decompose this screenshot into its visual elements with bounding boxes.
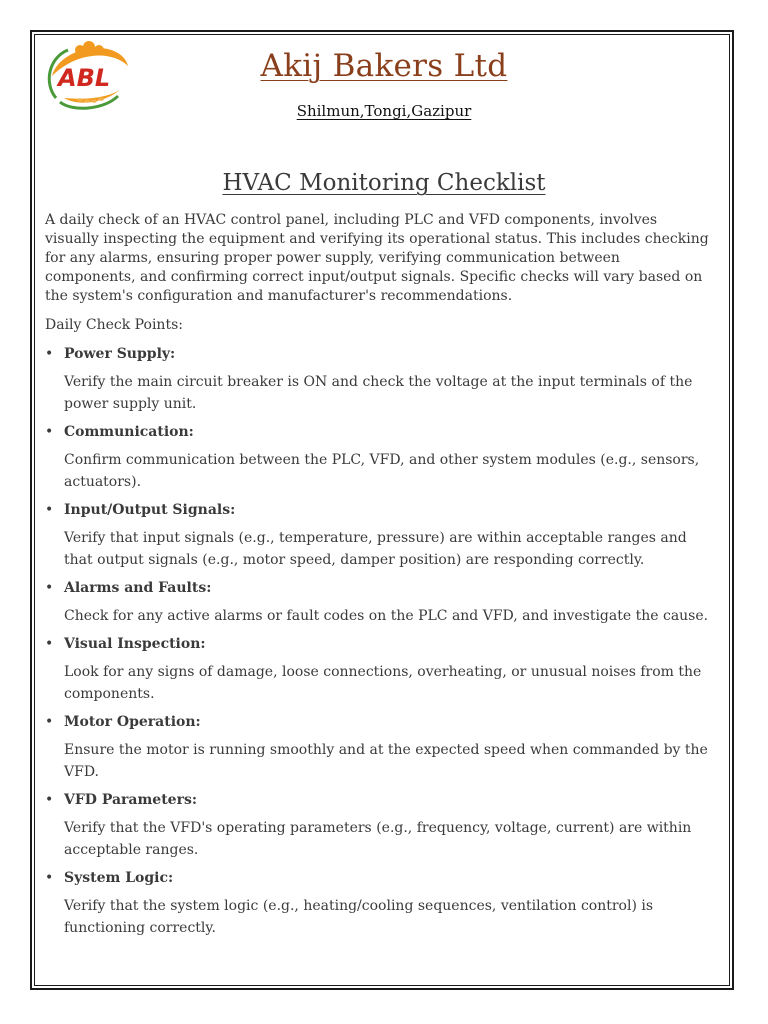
checkpoint-item	[45, 421, 713, 493]
bullet-icon: •	[45, 346, 54, 362]
checkpoint-description: Confirm communication between the PLC, VFD, and other system modules (e.g., sensors, actuators).	[64, 452, 700, 490]
checkpoint-item	[45, 633, 713, 705]
checkpoint-description: Check for any active alarms or fault codes on the PLC and VFD, and investigate the cause.	[64, 608, 709, 624]
document-title: HVAC Monitoring Checklist	[222, 170, 546, 196]
checkpoint-title: Power Supply:	[64, 346, 176, 362]
checkpoint-title: Input/Output Signals:	[64, 502, 236, 518]
checkpoint-item	[45, 343, 713, 415]
checkpoint-title: Communication:	[64, 424, 194, 440]
checkpoint-title: System Logic:	[64, 870, 174, 886]
bullet-icon: •	[45, 870, 54, 886]
checkpoint-title: Alarms and Faults:	[64, 580, 212, 596]
checkpoint-description: Verify the main circuit breaker is ON and check the voltage at the input terminals of the power supply unit.	[64, 374, 693, 412]
checkpoint-list	[45, 343, 713, 939]
intro-paragraph: A daily check of an HVAC control panel, including PLC and VFD components, involves visually inspecting the equipment and verifying its operational status. This includes checking for any alarms, ensuring proper power supply, verifying communication between components, and confirming correct input/output signals. Specific checks will vary based on the system's configuration and manufacturer's recommendations.	[45, 212, 709, 304]
bullet-icon: •	[45, 714, 54, 730]
checkpoint-title: Visual Inspection:	[64, 636, 206, 652]
company-name: Akij Bakers Ltd	[260, 48, 508, 84]
checkpoint-item	[45, 499, 713, 571]
checkpoint-description: Ensure the motor is running smoothly and at the expected speed when commanded by the VFD.	[64, 742, 708, 780]
checkpoint-description: Verify that the system logic (e.g., heating/cooling sequences, ventilation control) is functioning correctly.	[64, 898, 654, 936]
checkpoint-item	[45, 867, 713, 939]
checkpoint-item	[45, 577, 713, 627]
company-address: Shilmun,Tongi,Gazipur	[296, 102, 472, 120]
checkpoint-description: Look for any signs of damage, loose connections, overheating, or unusual noises from the components.	[64, 664, 702, 702]
checkpoint-description: Verify that input signals (e.g., temperature, pressure) are within acceptable ranges and that output signals (e.g., motor speed, damper position) are responding correctly.	[64, 530, 687, 568]
bullet-icon: •	[45, 636, 54, 652]
checkpoint-title: VFD Parameters:	[64, 792, 198, 808]
section-label: Daily Check Points:	[45, 317, 183, 333]
bullet-icon: •	[45, 424, 54, 440]
checkpoint-description: Verify that the VFD's operating parameters (e.g., frequency, voltage, current) are within acceptable ranges.	[64, 820, 692, 858]
checkpoint-item	[45, 789, 713, 861]
bullet-icon: •	[45, 580, 54, 596]
checkpoint-item	[45, 711, 713, 783]
logo-text: ABL	[58, 64, 111, 92]
document-body	[45, 211, 713, 945]
bullet-icon: •	[45, 502, 54, 518]
checkpoint-title: Motor Operation:	[64, 714, 201, 730]
bullet-icon: •	[45, 792, 54, 808]
